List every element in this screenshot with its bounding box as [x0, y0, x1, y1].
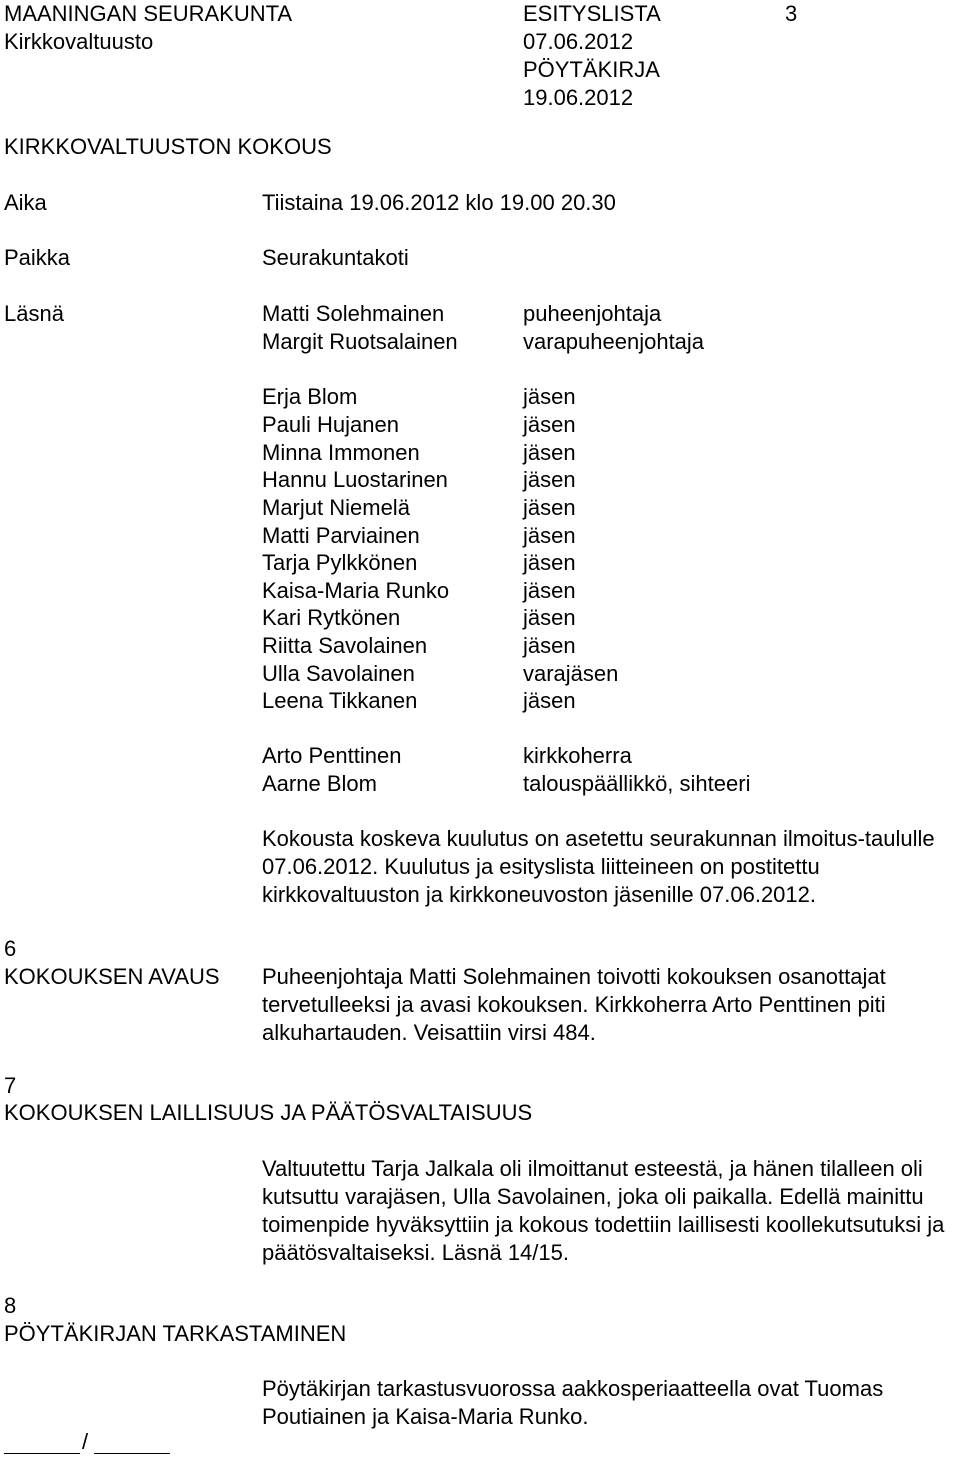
- member-name: Tarja Pylkkönen: [262, 550, 418, 575]
- member-name: Erja Blom: [262, 384, 358, 409]
- member-role: jäsen: [523, 467, 576, 492]
- section-body: Puheenjohtaja Matti Solehmainen toivotti kokouksen osanottajat tervetulleeksi ja avasi kokouksen. Kirkkoherra Arto Penttinen piti alkuhartauden. Veisattiin virsi 484.: [262, 964, 886, 1045]
- governing-body: Kirkkovaltuusto: [4, 29, 154, 54]
- member-role: jäsen: [523, 523, 576, 548]
- member-name: Hannu Luostarinen: [262, 467, 448, 492]
- place-value: Seurakuntakoti: [262, 245, 409, 270]
- signature-separator: /: [82, 1429, 89, 1454]
- member-role: jäsen: [523, 384, 576, 409]
- section-body: Pöytäkirjan tarkastusvuorossa aakkosperiaatteella ovat Tuomas Poutiainen ja Kaisa-Maria Runko.: [262, 1376, 884, 1429]
- member-name: Pauli Hujanen: [262, 412, 399, 437]
- member-role: varajäsen: [523, 661, 619, 686]
- time-value: Tiistaina 19.06.2012 klo 19.00 20.30: [262, 190, 616, 215]
- section-number: 7: [4, 1073, 17, 1098]
- member-name: Leena Tikkanen: [262, 688, 418, 713]
- other-attendee-name: Arto Penttinen: [262, 743, 402, 768]
- organization-name: MAANINGAN SEURAKUNTA: [4, 1, 293, 26]
- member-name: Marjut Niemelä: [262, 495, 410, 520]
- section-title: KOKOUKSEN LAILLISUUS JA PÄÄTÖSVALTAISUUS: [4, 1100, 533, 1125]
- member-role: jäsen: [523, 550, 576, 575]
- member-name: Kaisa-Maria Runko: [262, 578, 450, 603]
- other-attendee-role: kirkkoherra: [523, 743, 632, 768]
- place-label: Paikka: [4, 245, 71, 270]
- agenda-label: ESITYSLISTA: [523, 1, 661, 26]
- time-label: Aika: [4, 190, 47, 215]
- signature-line-left: [4, 1453, 80, 1454]
- chair-name: Matti Solehmainen: [262, 301, 445, 326]
- minutes-date: 19.06.2012: [523, 85, 634, 110]
- present-label: Läsnä: [4, 301, 64, 326]
- section-title: KOKOUKSEN AVAUS: [4, 964, 220, 989]
- other-attendee-role: talouspäällikkö, sihteeri: [523, 771, 751, 796]
- member-name: Kari Rytkönen: [262, 605, 401, 630]
- member-name: Matti Parviainen: [262, 523, 420, 548]
- member-role: jäsen: [523, 633, 576, 658]
- section-number: 8: [4, 1293, 17, 1318]
- member-role: jäsen: [523, 440, 576, 465]
- chair-role: puheenjohtaja: [523, 301, 662, 326]
- member-name: Minna Immonen: [262, 440, 420, 465]
- meeting-title: KIRKKOVALTUUSTON KOKOUS: [4, 134, 332, 159]
- member-role: jäsen: [523, 688, 576, 713]
- vice-chair-role: varapuheenjohtaja: [523, 329, 705, 354]
- other-attendee-name: Aarne Blom: [262, 771, 377, 796]
- notice-paragraph: Kokousta koskeva kuulutus on asetettu seurakunnan ilmoitus-taululle 07.06.2012. Kuulutus ja esityslista liitteineen on postitettu kirkkovaltuuston ja kirkkoneuvoston jäsenille 07.06.2012.: [262, 826, 935, 907]
- vice-chair-name: Margit Ruotsalainen: [262, 329, 458, 354]
- agenda-date: 07.06.2012: [523, 29, 634, 54]
- section-title: PÖYTÄKIRJAN TARKASTAMINEN: [4, 1321, 347, 1346]
- minutes-label: PÖYTÄKIRJA: [523, 57, 660, 82]
- member-role: jäsen: [523, 412, 576, 437]
- member-role: jäsen: [523, 578, 576, 603]
- section-body: Valtuutettu Tarja Jalkala oli ilmoittanut esteestä, ja hänen tilalleen oli kutsuttu varajäsen, Ulla Savolainen, joka oli paikalla. Edellä mainittu toimenpide hyväksyttiin ja kokous todettiin laillisesti koollekutsutuksi ja päätösvaltaiseksi. Läsnä 14/15.: [262, 1156, 945, 1265]
- member-role: jäsen: [523, 605, 576, 630]
- member-name: Ulla Savolainen: [262, 661, 415, 686]
- section-number: 6: [4, 936, 17, 961]
- signature-line-right: [94, 1453, 170, 1454]
- page-number: 3: [785, 1, 798, 26]
- member-name: Riitta Savolainen: [262, 633, 428, 658]
- member-role: jäsen: [523, 495, 576, 520]
